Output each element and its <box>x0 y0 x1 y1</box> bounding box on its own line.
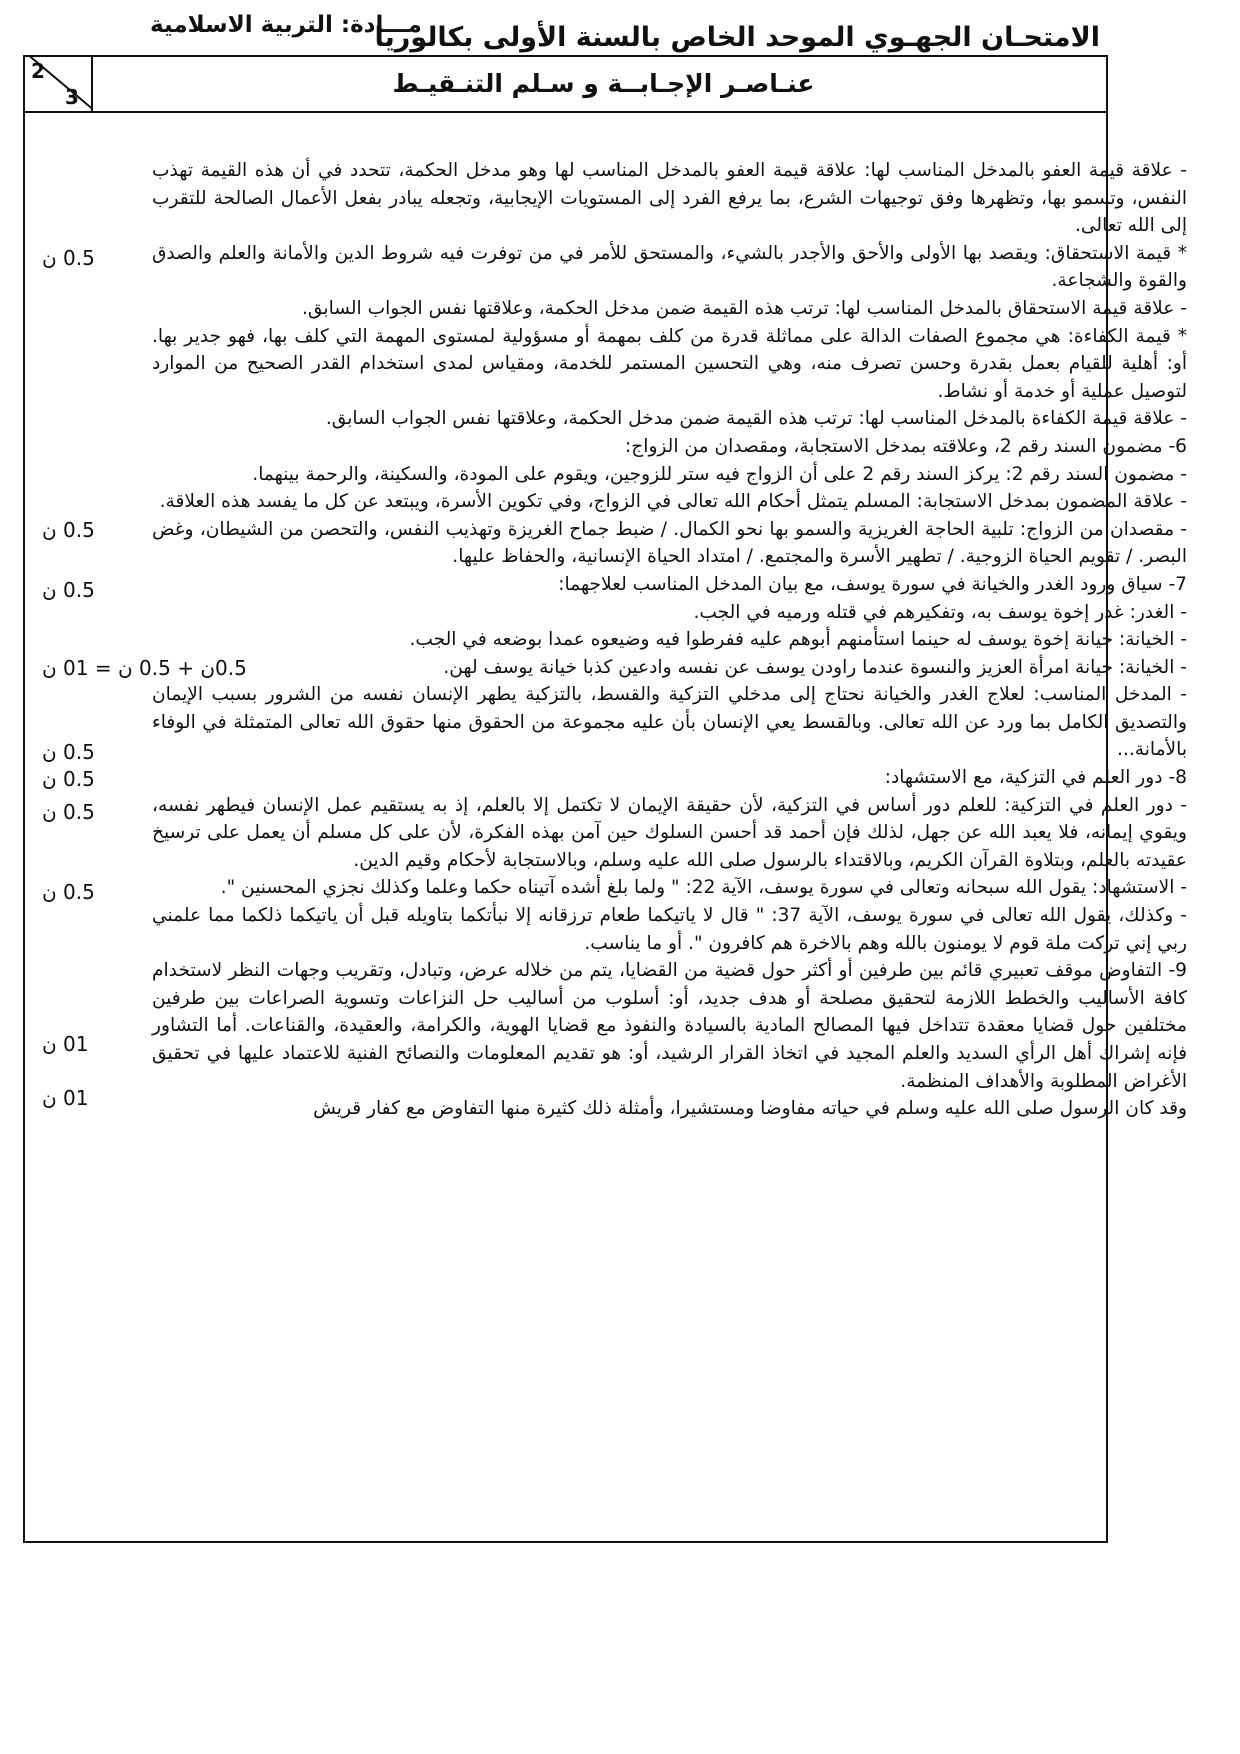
score-marriage-aims: 0.5ن + 0.5 ن = 01 ن <box>42 656 247 680</box>
question-9: 9- التفاوض موقف تعبيري قائم بين طرفين أو أكثر حول قضية من القضايا، يتم من خلاله عرض، وتبادل، وتقريب وجهات النظر لاستخدام كافة الأساليب والخطط اللازمة لتحقيق مصلحة أو هدف جديد، أو: أسلوب من أساليب حل النزاعات وتسوية الصراعات بين طرفين مختلفين حول قضايا معقدة تتداخل فيها المصالح المادية بالسيادة والنفوذ مع قضايا الهوية، والكرامة، والعقيدة، والقناعات. أما التشاور فإنه إشراك أهل الرأي السديد والعلم المجيد في اتخاذ القرار الرشيد، أو: هو تقديم المعلومات والنصائح الفنية للاعتماد عليها في تحقيق الأغراض المطلوبة والأهداف المنظمة. <box>152 960 1187 1092</box>
question-7: 7- سياق ورود الغدر والخيانة في سورة يوسف، مع بيان المدخل المناسب لعلاجهما: <box>558 573 1187 595</box>
score-istishhad: 01 ن <box>42 1086 89 1110</box>
paragraph-ghadr: - الغدر: غدر إخوة يوسف به، وتفكيرهم في قتله ورميه في الجب. <box>693 601 1187 623</box>
score-ghadr: 0.5 ن <box>42 740 95 764</box>
paragraph-khiyana-aziz: - الخيانة: خيانة امرأة العزيز والنسوة عندما راودن يوسف عن نفسه وادعين كذبا خيانة يوسف لهن. <box>443 656 1187 678</box>
page-current: 2 <box>31 59 45 83</box>
subject-label: مـــادة: التربية الاسلامية <box>150 12 422 38</box>
page-total: 3 <box>65 85 79 109</box>
paragraph-madkhal: - المدخل المناسب: لعلاج الغدر والخيانة نحتاج إلى مدخلي التزكية والقسط، بالتزكية يطهر الإنسان نفسه من الشرور بسبب الإيمان والتصديق الكامل بما ورد عن الله تعالى. وبالقسط يعي الإنسان بأن عليه مجموعة من الحقوق منها حقوق الله تعالى المتمثلة في الوفاء بالأمانة... <box>152 684 1187 761</box>
question-6: 6- مضمون السند رقم 2، وعلاقته بمدخل الاستجابة، ومقصدان من الزواج: <box>625 435 1187 457</box>
score-sanad: 0.5 ن <box>42 518 95 542</box>
paragraph-istihqaq: * قيمة الاستحقاق: ويقصد بها الأولى والأحق والأجدر بالشيء، والمستحق للأمر في من توفرت فيه شروط الدين والأمانة والعلم والصدق والقوة والشجاعة. <box>152 242 1187 292</box>
page-number-box <box>25 57 93 113</box>
paragraph-istishhad-22: - الاستشهاد: يقول الله سبحانه وتعالى في سورة يوسف، الآية 22: " ولما بلغ أشده آتيناه حكما وعلما وكذلك نجزي المحسنين ". <box>220 877 1187 899</box>
score-istijaba: 0.5 ن <box>42 578 95 602</box>
exam-title: الامتحـان الجهـوي الموحد الخاص بالسنة الأولى بكالوريا <box>374 22 1100 53</box>
score-khiyana-1: 0.5 ن <box>42 767 95 791</box>
paragraph-marriage-aims: - مقصدان من الزواج: تلبية الحاجة الغريزية والسمو بها نحو الكمال. / ضبط جماح الغريزة وتهذيب النفس، والتحصن من الشيطان، وغض البصر. / تقويم الحياة الزوجية. / تطهير الأسرة والمجتمع. / امتداد الحياة الإنسانية، والحفاظ عليها. <box>152 518 1187 568</box>
score-madkhal: 0.5 ن <box>42 880 95 904</box>
score-khiyana-2: 0.5 ن <box>42 800 95 824</box>
paragraph-khiyana-brothers: - الخيانة: خيانة إخوة يوسف له حينما استأمنهم أبوهم عليه ففرطوا فيه وضيعوه عمدا بوضعه في الجب. <box>409 629 1187 651</box>
paragraph-prophet-negotiation: وقد كان الرسول صلى الله عليه وسلم في حياته مفاوضا ومستشيرا، وأمثلة ذلك كثيرة منها التفاوض مع كفار قريش <box>313 1098 1187 1120</box>
score-afw: 0.5 ن <box>42 246 95 270</box>
paragraph-afw-relation: - علاقة قيمة العفو بالمدخل المناسب لها: علاقة قيمة العفو بالمدخل المناسب لها وهو مدخل الحكمة، تتحدد في أن هذه القيمة تهذب النفس، وتسمو بها، وتظهرها وفق توجيهات الشرع، بما يرفع الفرد إلى المستويات الإيجابية، وتجعله يبادر بفعل الأعمال الصالحة للتقرب إلى الله تعالى. <box>152 160 1187 237</box>
paragraph-sanad-content: - مضمون السند رقم 2: يركز السند رقم 2 على أن الزواج فيه ستر للزوجين، ويقوم على المودة، والسكينة، والرحمة بينهما. <box>252 463 1187 485</box>
paragraph-ilm-tazkiya: - دور العلم في التزكية: للعلم دور أساس في التزكية، لأن حقيقة الإيمان لا تكتمل إلا بالعلم، إذ به يستقيم عمل الإنسان فيطهر نفسه، ويقوي إيمانه، فلا يعبد الله عن جهل، لذلك فإن أحمد قد أحسن السلوك حين آمن بهذه الفكرة، لأن على كل مسلم أن يعمل على ترسيخ عقيدته بالعلم، وبتلاوة القرآن الكريم، وبالاقتداء بالرسول صلى الله عليه وسلم، وبالاستجابة لأحكام وقيم الدين. <box>152 794 1187 871</box>
paragraph-istihqaq-relation: - علاقة قيمة الاستحقاق بالمدخل المناسب لها: ترتب هذه القيمة ضمن مدخل الحكمة، وعلاقتها نفس الجواب السابق. <box>302 297 1187 319</box>
paragraph-istishhad-37: - وكذلك، يقول الله تعالى في سورة يوسف، الآية 37: " قال لا ياتيكما طعام ترزقانه إلا نبأتكما بتاويله قبل أن ياتيكما ذلكما مما علمني ربي إني تركت ملة قوم لا يومنون بالله وهم بالاخرة هم كافرون ". أو ما يناسب. <box>152 905 1188 954</box>
paragraph-istijaba-relation: - علاقة المضمون بمدخل الاستجابة: المسلم يتمثل أحكام الله تعالى في الزواج، وفي تكوين الأسرة، ويبتعد عن كل ما يفسد هذه العلاقة. <box>159 491 1187 513</box>
question-8: 8- دور العلم في التزكية، مع الاستشهاد: <box>884 767 1187 789</box>
score-ilm: 01 ن <box>42 1032 89 1056</box>
paragraph-kafaa: * قيمة الكفاءة: هي مجموع الصفات الدالة على مماثلة قدرة من كلف بمهمة أو مسؤولية لمستوى المهمة التي كلف بها، فهو جدير بها. أو: أهلية للقيام بعمل بقدرة وحسن تصرف منه، وهي التحسين المستمر للخدمة، ومقياس لمدى استخدام القدر الصحيح من الموارد لتوصيل عملية أو خدمة أو نشاط. <box>152 325 1187 402</box>
section-title: عنـاصـر الإجـابــة و سـلم التنـقيـط <box>392 69 815 98</box>
paragraph-kafaa-relation: - علاقة قيمة الكفاءة بالمدخل المناسب لها: ترتب هذه القيمة ضمن مدخل الحكمة، وعلاقتها نفس الجواب السابق. <box>325 408 1187 430</box>
answer-content <box>152 157 1187 1123</box>
header-box <box>23 55 1108 113</box>
